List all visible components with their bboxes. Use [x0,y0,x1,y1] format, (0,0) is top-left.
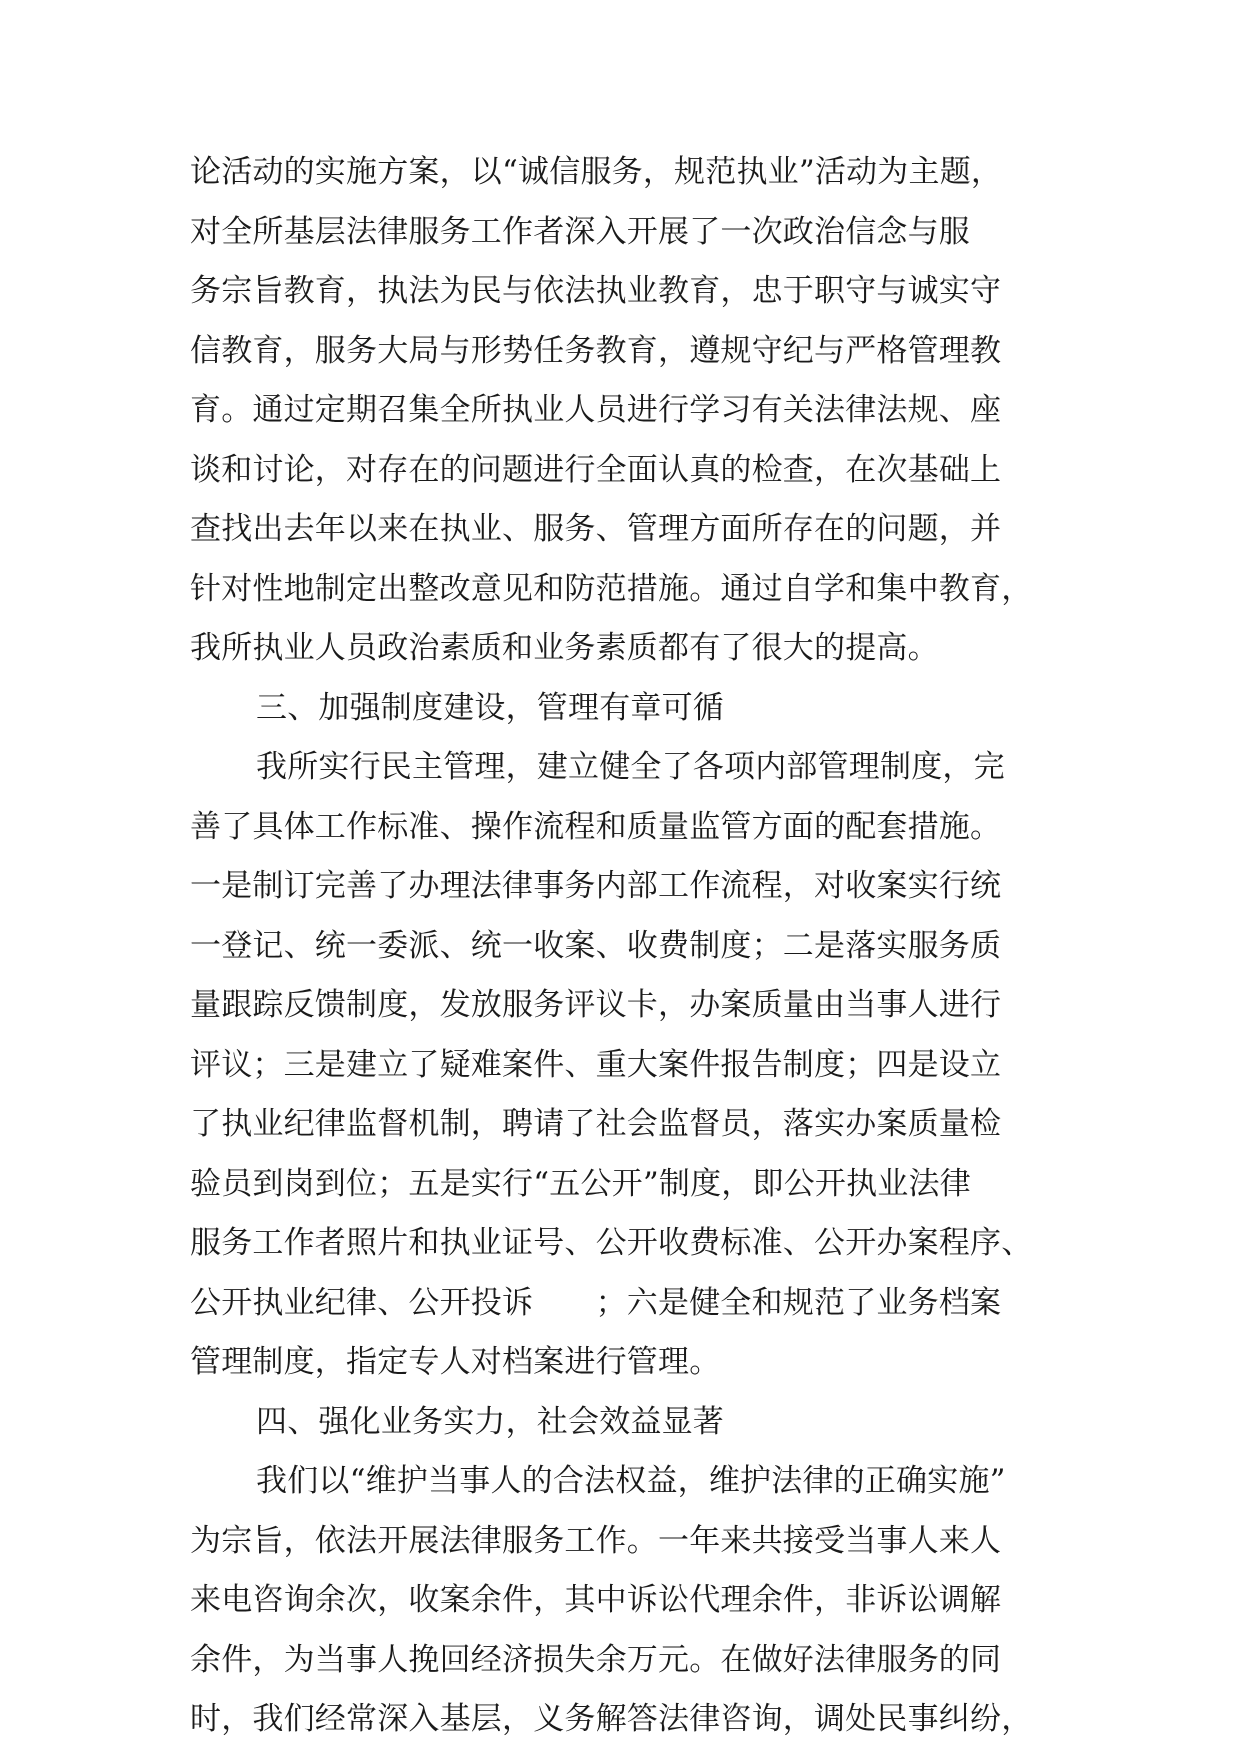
paragraph-start-line: 我所实行民主管理，建立健全了各项内部管理制度，完 [256,749,1005,785]
section-heading-3: 三、加强制度建设，管理有章可循 [256,689,724,726]
body-line: 服务工作者照片和执业证号、公开收费标准、公开办案程序、 [190,1225,1033,1261]
body-line: 为宗旨，依法开展法律服务工作。一年来共接受当事人来人 [190,1522,1002,1559]
body-line: 对全所基层法律服务工作者深入开展了一次政治信念与服 [190,213,970,250]
body-line: 量跟踪反馈制度，发放服务评议卡，办案质量由当事人进行 [190,987,1002,1023]
body-line: 管理制度，指定专人对档案进行管理。 [190,1344,721,1380]
document-body [190,143,1050,1750]
body-line: 务宗旨教育，执法为民与依法执业教育，忠于职守与诚实守 [190,273,1002,309]
body-line: 了执业纪律监督机制，聘请了社会监督员，落实办案质量检 [190,1106,1002,1142]
body-line: 一是制订完善了办理法律事务内部工作流程，对收案实行统 [190,868,1002,904]
body-line: 信教育，服务大局与形势任务教育，遵规守纪与严格管理教 [190,332,1002,369]
body-line: 一登记、统一委派、统一收案、收费制度；二是落实服务质 [190,927,1002,964]
paragraph-start-line: 我们以“维护当事人的合法权益，维护法律的正确实施” [256,1463,1006,1499]
body-line: 针对性地制定出整改意见和防范措施。通过自学和集中教育， [190,570,1033,607]
body-line: 验员到岗到位；五是实行“五公开”制度，即公开执业法律 [190,1165,971,1202]
body-line: 公开执业纪律、公开投诉 ；六是健全和规范了业务档案 [190,1284,1002,1321]
body-line: 查找出去年以来在执业、服务、管理方面所存在的问题，并 [190,511,1002,547]
section-heading-4: 四、强化业务实力，社会效益显著 [256,1403,724,1440]
body-line: 论活动的实施方案，以“诚信服务，规范执业”活动为主题， [190,154,1003,190]
body-line: 谈和讨论，对存在的问题进行全面认真的检查，在次基础上 [190,451,1002,488]
body-line: 评议；三是建立了疑难案件、重大案件报告制度；四是设立 [190,1046,1002,1083]
body-line: 时，我们经常深入基层，义务解答法律咨询，调处民事纠纷， [190,1701,1033,1737]
body-line: 育。通过定期召集全所执业人员进行学习有关法律法规、座 [190,392,1002,428]
body-line: 善了具体工作标准、操作流程和质量监管方面的配套措施。 [190,808,1002,845]
body-line: 我所执业人员政治素质和业务素质都有了很大的提高。 [190,630,939,666]
body-line: 来电咨询余次，收案余件，其中诉讼代理余件，非诉讼调解 [190,1582,1002,1618]
body-line: 余件，为当事人挽回经济损失余万元。在做好法律服务的同 [190,1641,1002,1678]
